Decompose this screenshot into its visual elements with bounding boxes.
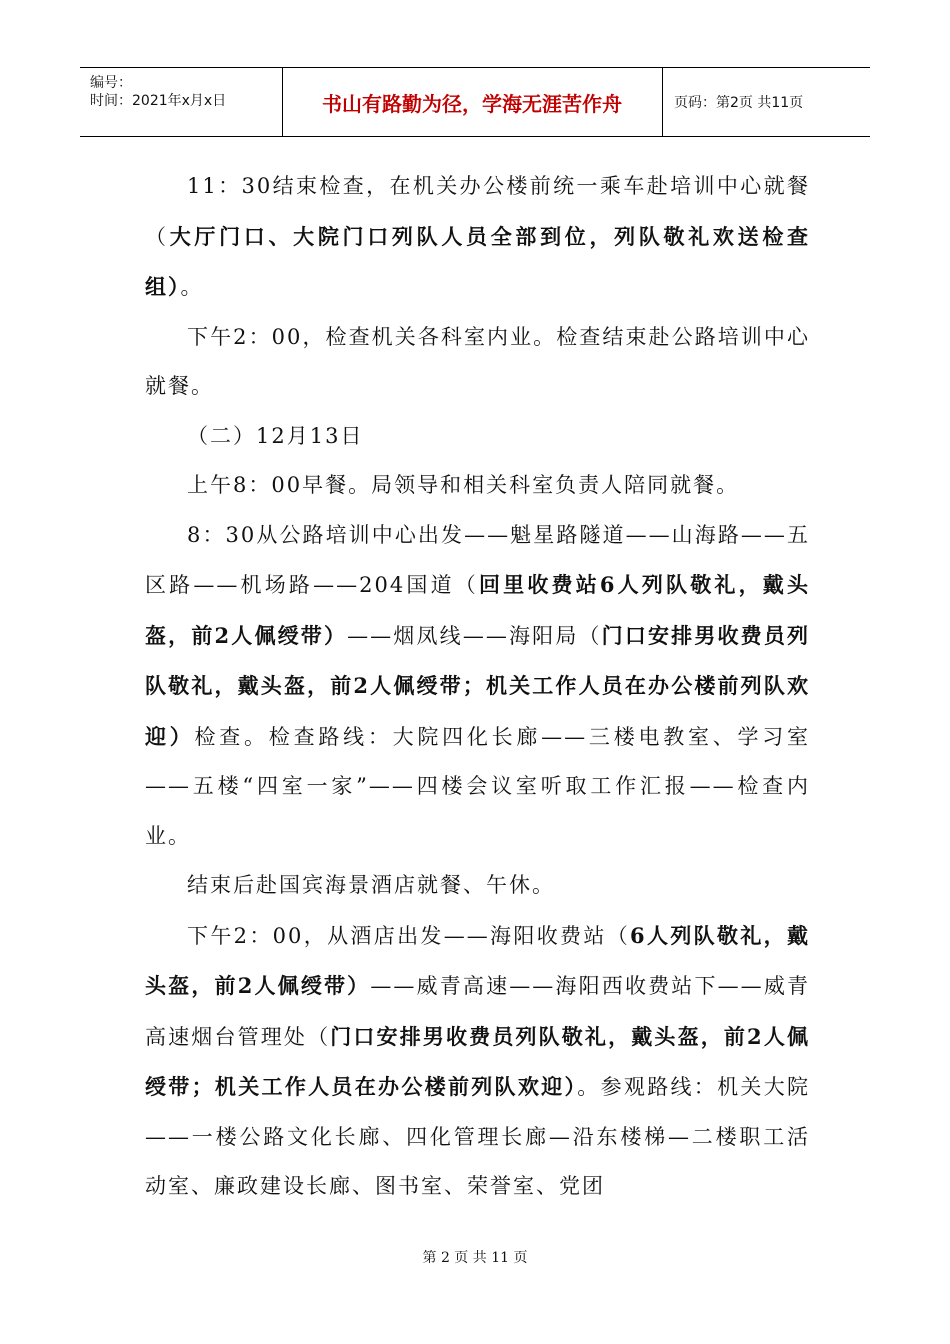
body-paragraph	[145, 313, 810, 412]
document-body	[145, 162, 810, 1212]
header-page-label: 页码：第2页 共11页	[674, 95, 804, 111]
header-meta	[90, 74, 226, 110]
text-run: 检查。检查路线：大院四化长廊——三楼电教室、学习室——五楼“四室一家”——四楼会议室听取工作汇报——检查内业。	[145, 724, 811, 848]
text-run: 11：30结束检查，在机关办公楼前统一乘车赴培训中心就餐（	[145, 174, 810, 249]
text-run: 。	[180, 275, 204, 299]
text-run: （二）12月13日	[187, 423, 364, 448]
bold-text-run: 大厅门口、大院门口列队人员全部到位，列队敬礼欢送检查组）	[145, 223, 811, 299]
bold-text-run: 门口安排男收费员列队敬礼，戴头盔，前2人佩绶带；机关工作人员在办公楼前列队欢迎）	[145, 622, 811, 749]
text-run: 结束后赴国宾海景酒店就餐、午休。	[187, 873, 555, 897]
text-run: 。参观路线：机关大院——一楼公路文化长廊、四化管理长廊—沿东楼梯—二楼职工活动室、廉政建设长廊、图书室、荣誉室、党团	[145, 1075, 811, 1198]
text-run: 下午2：00，从酒店出发——海阳收费站（	[187, 923, 631, 948]
body-paragraph	[145, 412, 810, 462]
body-paragraph	[145, 911, 810, 1212]
page-footer: 第 2 页 共 11 页	[422, 1250, 528, 1266]
body-paragraph	[145, 511, 810, 862]
text-run: 下午2：00，检查机关各科室内业。检查结束赴公路培训中心就餐。	[145, 324, 810, 398]
bold-text-run: 门口安排男收费员列队敬礼，戴头盔，前2人佩绶带；机关工作人员在办公楼前列队欢迎）	[145, 1023, 810, 1099]
text-run: 上午8：00早餐。局领导和相关科室负责人陪同就餐。	[187, 473, 740, 497]
text-run: 8：30从公路培训中心出发——魁星路隧道——山海路——五区路——机场路——204国道（	[145, 522, 810, 597]
text-run: ——威青高速——海阳西收费站下——威青高速烟台管理处（	[145, 974, 810, 1049]
text-run: ——烟凤线——海阳局（	[347, 623, 602, 648]
bold-text-run: 6人列队敬礼，戴头盔，前2人佩绶带）	[145, 922, 810, 998]
document-date-label: 时间：2021年x月x日	[90, 93, 227, 109]
body-paragraph	[145, 461, 810, 511]
page-header	[80, 67, 870, 137]
header-motto: 书山有路勤为径，学海无涯苦作舟	[322, 91, 622, 116]
bold-text-run: 回里收费站6人列队敬礼，戴头盔，前2人佩绶带）	[145, 572, 810, 648]
body-paragraph	[145, 162, 810, 313]
document-number-label: 编号：	[90, 75, 132, 91]
body-paragraph	[145, 861, 810, 911]
